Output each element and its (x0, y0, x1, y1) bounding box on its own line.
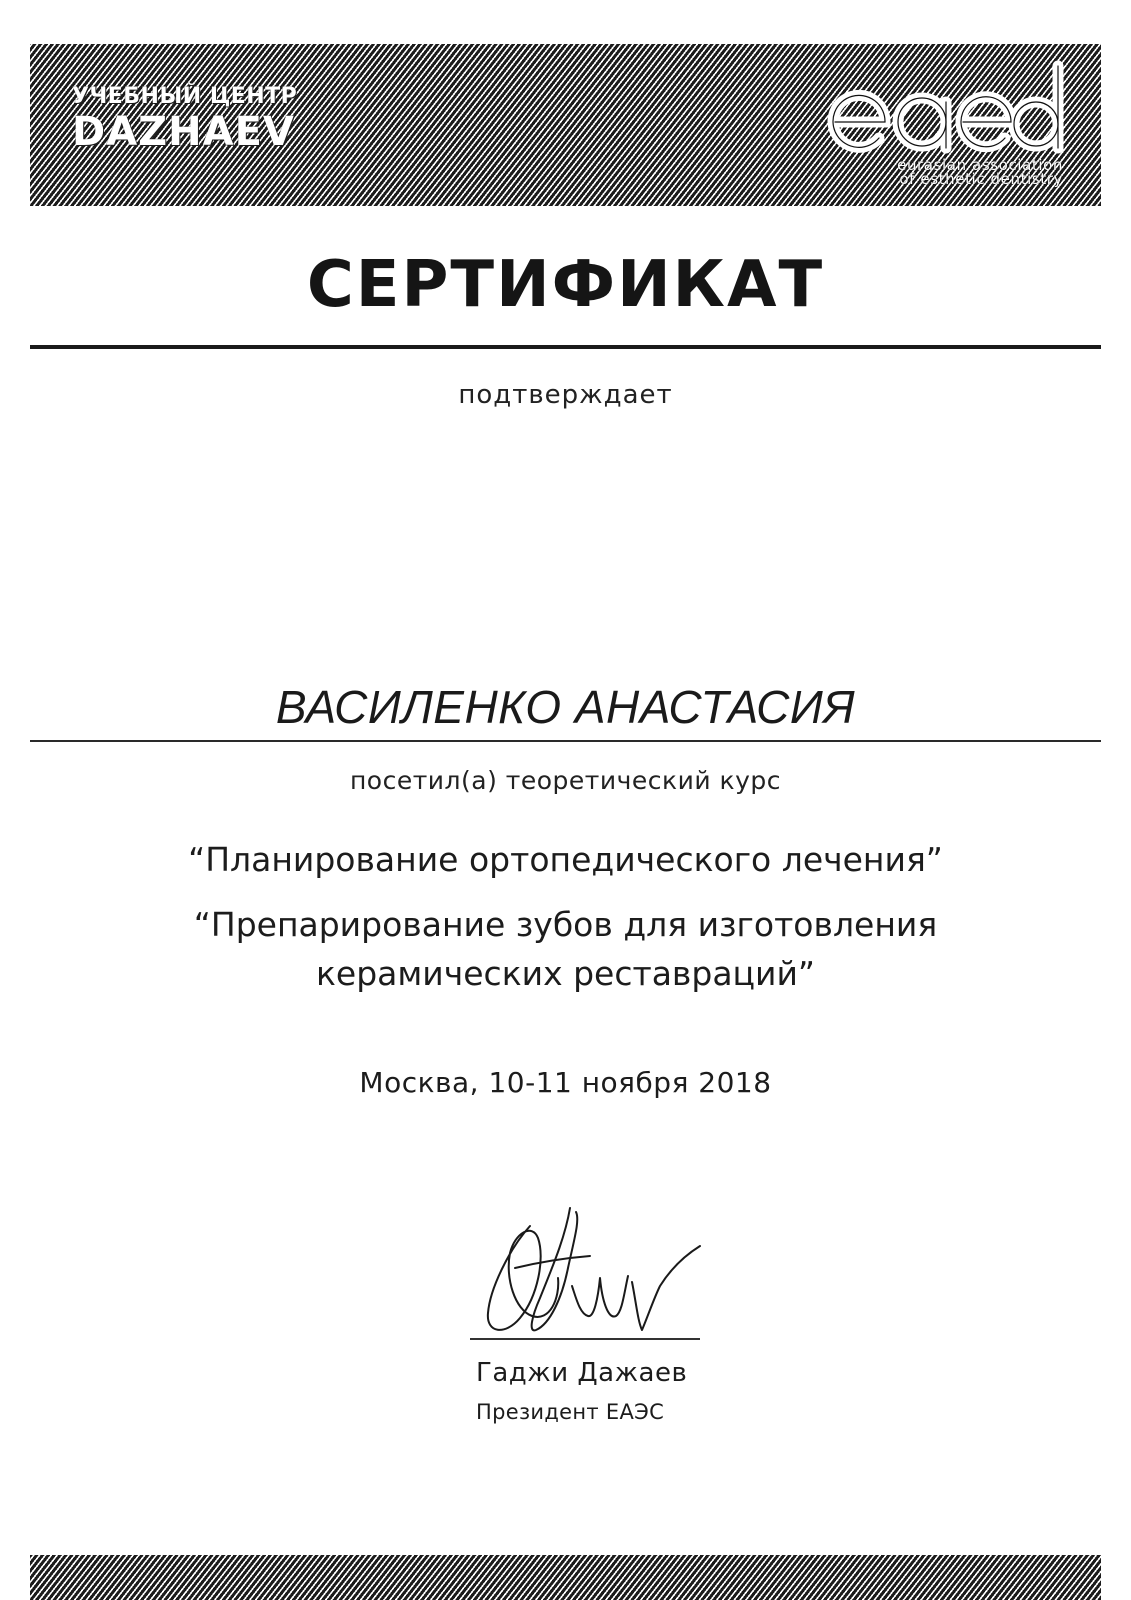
course-title-1: “Планирование ортопедического лечения” (188, 840, 943, 879)
place-and-date: Москва, 10-11 ноября 2018 (359, 1066, 772, 1099)
recipient-name: ВАСИЛЕНКО АНАСТАСИЯ (275, 681, 856, 733)
logo-tagline-1: eurasian association (897, 156, 1063, 174)
footer-band (30, 1555, 1101, 1600)
attended-text: посетил(а) теоретический курс (349, 766, 782, 795)
course-title-2-line-2: керамических реставраций” (316, 954, 815, 993)
signer-position: Президент ЕАЭС (476, 1400, 665, 1424)
header-band (30, 44, 1101, 206)
course-title-2-line-1: “Препарирование зубов для изготовления (193, 905, 938, 944)
eaed-logo (821, 58, 1071, 198)
logo-tagline-2: of esthetic dentistry (899, 170, 1063, 188)
logo-line-dazhaev: DAZHAEV (72, 109, 295, 155)
signature-line (470, 1338, 700, 1340)
eaed-logo-mark (821, 58, 1071, 163)
logo-line-training-center: УЧЕБНЫЙ ЦЕНТР (72, 84, 298, 109)
certificate-title: СЕРТИФИКАТ (306, 248, 825, 322)
dazhaev-logo (72, 84, 332, 154)
recipient-divider (30, 740, 1101, 742)
signer-name: Гаджи Дажаев (476, 1358, 688, 1388)
confirms-text: подтверждает (458, 380, 673, 410)
handwritten-signature (470, 1198, 720, 1358)
title-divider (30, 345, 1101, 349)
